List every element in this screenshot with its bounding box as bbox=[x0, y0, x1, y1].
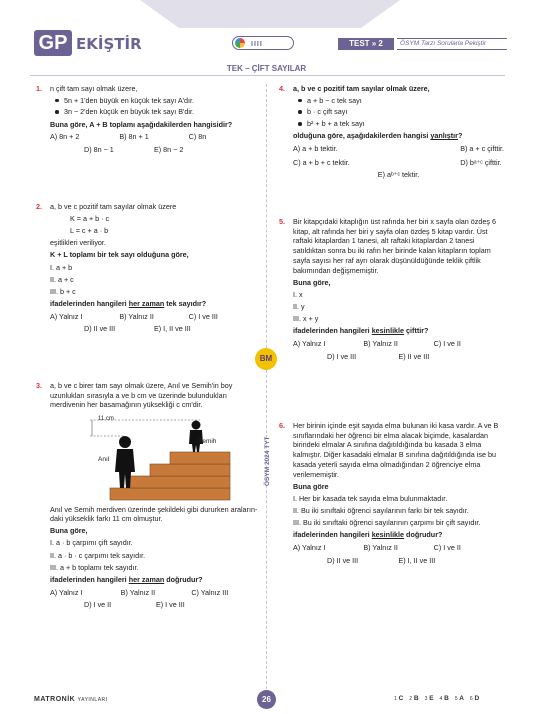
question-stem: olduğuna göre, aşağıdakilerden hangisi yanlıştır? bbox=[293, 131, 463, 141]
logo-text: EKİŞTİR bbox=[76, 35, 142, 53]
answer-key bbox=[394, 695, 479, 704]
option-b[interactable]: B) Yalnız II bbox=[363, 338, 398, 348]
option-e[interactable]: E) 8n − 2 bbox=[154, 144, 184, 154]
option-c[interactable]: C) 8n bbox=[188, 132, 207, 142]
stairs-illustration bbox=[70, 414, 250, 502]
figure-label: Anıl bbox=[98, 456, 110, 464]
option-b[interactable]: B) Yalnız II bbox=[120, 587, 156, 597]
option-e[interactable]: E) I ve III bbox=[156, 600, 185, 610]
option-b[interactable]: B) 8n + 1 bbox=[119, 132, 149, 142]
answer-item: 3 E bbox=[424, 695, 434, 702]
logo-gp: GP bbox=[34, 30, 72, 56]
test-label: TEST » 2 bbox=[338, 38, 394, 50]
roman-item: I. a + b bbox=[50, 262, 73, 272]
section-divider bbox=[30, 75, 505, 76]
bullet-item: b · c çift sayı bbox=[293, 107, 504, 117]
option-d[interactable]: D) bᵃ⁺ᶜ çifttir. bbox=[460, 157, 502, 167]
option-d[interactable]: D) I ve II bbox=[84, 600, 112, 610]
option-a[interactable]: A) Yalnız I bbox=[50, 587, 83, 597]
color-wheel-icon bbox=[235, 38, 245, 48]
question-4 bbox=[279, 84, 504, 180]
condition: Buna göre, bbox=[50, 526, 88, 536]
option-e[interactable]: E) II ve III bbox=[398, 351, 430, 361]
roman-item: II. y bbox=[293, 301, 305, 311]
question-intro: n çift tam sayı olmak üzere, bbox=[50, 84, 138, 93]
question-intro: Her birinin içinde eşit sayıda elma bulunan iki kasa vardır. A ve B sınıflarındaki her öğrenci bir elma alacak biçimde, kasalardan birindeki elmalar A sınıfına dağıtıldığında bu kasada 3 elma kalmıştır. Diğer kasadaki elmalar B sınıfına dağıtıldığında ise bu kasada yeterli sayıda elma olmadığından 2 öğrenciye elma verilememiştir. bbox=[293, 421, 499, 479]
roman-item: I. x bbox=[293, 289, 303, 299]
question-intro: a, b ve c pozitif tam sayılar olmak üzere bbox=[50, 202, 177, 211]
figure-label: Semih bbox=[198, 438, 217, 446]
question-3 bbox=[36, 381, 262, 610]
option-e[interactable]: E) aᵇ⁺ᶜ tektir. bbox=[377, 170, 420, 180]
question-stem: ifadelerinden hangileri her zaman doğrudur? bbox=[50, 574, 203, 584]
bullet-item: 5n + 1'den büyük en küçük tek sayı A'dır. bbox=[50, 96, 258, 106]
option-d[interactable]: D) II ve III bbox=[84, 324, 116, 334]
option-a[interactable]: A) Yalnız I bbox=[293, 338, 326, 348]
statement: Anıl ve Semih merdiven üzerinde şekildeki gibi dururken aralarındaki yükseklik farkı 11 cm olmuştur. bbox=[50, 504, 258, 524]
roman-item: III. b + c bbox=[50, 286, 76, 296]
equation: K = a + b · c bbox=[70, 214, 110, 224]
bullet-item: 3n − 2'den küçük en büyük tek sayı B'dir. bbox=[50, 107, 258, 117]
option-c[interactable]: C) I ve III bbox=[188, 311, 218, 321]
question-1 bbox=[36, 84, 258, 155]
page-number: 26 bbox=[257, 690, 276, 709]
bm-badge: BM bbox=[255, 348, 277, 370]
option-e[interactable]: E) I, II ve III bbox=[398, 555, 436, 565]
condition: Buna göre bbox=[293, 481, 329, 491]
roman-item: III. a + b toplamı tek sayıdır. bbox=[50, 562, 139, 572]
condition: Buna göre, bbox=[293, 277, 331, 287]
roman-item: II. a · b · c çarpımı tek sayıdır. bbox=[50, 550, 146, 560]
question-number: 3. bbox=[36, 381, 42, 390]
question-intro: a, b ve c birer tam sayı olmak üzere, Anıl ve Semih'in boy uzunlukları sırasıyla a ve b cm ve üzerinde bulundukları merdivenin her basamağının yüksekliği c cm'dir. bbox=[50, 381, 233, 410]
test-subtitle: ÖSYM Tarzı Sorularla Pekiştir bbox=[397, 38, 507, 50]
question-stem: Buna göre, A + B toplamı aşağıdakilerden hangisidir? bbox=[50, 119, 233, 129]
option-a[interactable]: A) Yalnız I bbox=[50, 311, 83, 321]
option-b[interactable]: B) Yalnız II bbox=[119, 311, 154, 321]
question-number: 5. bbox=[279, 217, 285, 226]
roman-item: I. a · b çarpımı çift sayıdır. bbox=[50, 538, 133, 548]
question-number: 6. bbox=[279, 421, 285, 430]
roman-item: I. Her bir kasada tek sayıda elma bulunmaktadır. bbox=[293, 493, 448, 503]
stairs-figure bbox=[50, 414, 262, 502]
option-c[interactable]: C) I ve II bbox=[433, 542, 461, 552]
answer-item: 2 B bbox=[409, 695, 419, 702]
question-intro: Bir kitapçıdaki kitaplığın üst rafında her biri x sayfa olan özdeş 6 kitap, alt rafında her biri y sayfa olan özdeş 5 kitap vardır. Üst raftaki kitaplardan 1 tanesi, alt raftaki kitaplardan 2 tanesi satıldıktan sonra bu iki rafın her birinde kalan kitapların toplam sayfa sayısı her raf ayrı olarak düşünüldüğünde teklik çiftlik bakımından değişmemiştir. bbox=[293, 217, 496, 275]
option-e[interactable]: E) I, II ve III bbox=[154, 324, 191, 334]
roman-item: II. a + c bbox=[50, 274, 74, 284]
question-5 bbox=[279, 217, 504, 361]
bullet-item: a + b − c tek sayı bbox=[293, 96, 504, 106]
question-number: 1. bbox=[36, 84, 42, 93]
option-a[interactable]: A) 8n + 2 bbox=[50, 132, 80, 142]
question-number: 4. bbox=[279, 84, 285, 93]
header-decoration bbox=[140, 0, 400, 28]
answer-item: 4 B bbox=[439, 695, 449, 702]
question-intro: a, b ve c pozitif tam sayılar olmak üzere, bbox=[293, 84, 430, 93]
progress-pill bbox=[232, 36, 294, 50]
question-2 bbox=[36, 202, 258, 334]
option-a[interactable]: A) Yalnız I bbox=[293, 542, 326, 552]
equation: L = c + a · b bbox=[70, 226, 109, 236]
option-b[interactable]: B) a + c çifttir. bbox=[460, 143, 504, 153]
bullet-item: b² + b + a tek sayı bbox=[293, 119, 504, 129]
figure-label: 11 cm bbox=[98, 416, 114, 423]
option-b[interactable]: B) Yalnız II bbox=[363, 542, 398, 552]
option-c[interactable]: C) Yalnız III bbox=[191, 587, 229, 597]
answer-item: 6 D bbox=[469, 695, 480, 702]
source-label: ÖSYM 2024 TYT bbox=[264, 436, 271, 486]
question-6 bbox=[279, 421, 504, 565]
answer-item: 1 C bbox=[394, 695, 404, 702]
pill-bars: IIII bbox=[251, 41, 263, 48]
option-a[interactable]: A) a + b tektir. bbox=[293, 143, 338, 153]
question-stem: ifadelerinden hangileri kesinlikle doğrudur? bbox=[293, 530, 443, 540]
option-d[interactable]: D) 8n − 1 bbox=[84, 144, 114, 154]
publisher-brand: MATRONİK YAYINLARI bbox=[34, 696, 108, 703]
condition: K + L toplamı bir tek sayı olduğuna göre, bbox=[50, 250, 189, 260]
answer-item: 5 A bbox=[454, 695, 464, 702]
roman-item: II. Bu iki sınıftaki öğrenci sayılarının farkı bir tek sayıdır. bbox=[293, 505, 469, 515]
roman-item: III. Bu iki sınıftaki öğrenci sayılarının çarpımı bir çift sayıdır. bbox=[293, 518, 481, 528]
column-divider bbox=[266, 84, 267, 694]
option-d[interactable]: D) I ve III bbox=[327, 351, 357, 361]
question-stem: ifadelerinden hangileri kesinlikle çifttir? bbox=[293, 326, 429, 336]
statement: eşitlikleri veriliyor. bbox=[50, 238, 106, 248]
option-c[interactable]: C) I ve II bbox=[433, 338, 461, 348]
section-title: TEK – ÇİFT SAYILAR bbox=[226, 64, 307, 73]
question-number: 2. bbox=[36, 202, 42, 211]
question-stem: ifadelerinden hangileri her zaman tek sayıdır? bbox=[50, 298, 207, 308]
option-c[interactable]: C) a + b + c tektir. bbox=[293, 157, 350, 167]
option-d[interactable]: D) II ve III bbox=[327, 555, 359, 565]
roman-item: III. x + y bbox=[293, 314, 319, 324]
